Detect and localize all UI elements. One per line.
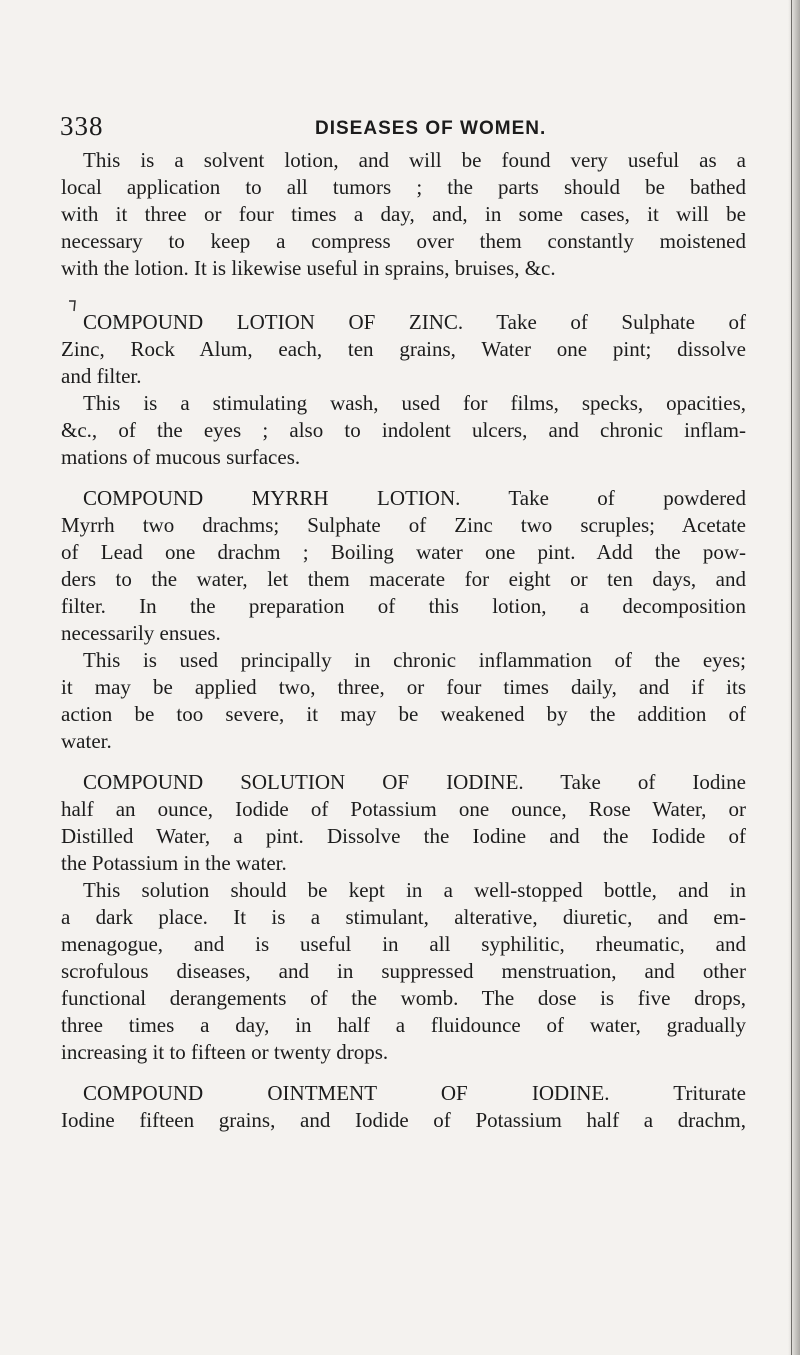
- text-line: with the lotion. It is likewise useful in sprains, bruises, &c.: [61, 256, 556, 280]
- text-line: mations of mucous surfaces.: [61, 445, 301, 469]
- text-line: filter. In the preparation of this lotion, a decomposition: [61, 594, 746, 618]
- text-line: half an ounce, Iodide of Potassium one ounce, Rose Water, or: [61, 797, 746, 821]
- text-line: three times a day, in half a fluidounce of water, gradually: [61, 1013, 746, 1037]
- page-edge-line: [791, 0, 792, 1355]
- text-line: increasing it to fifteen or twenty drops.: [61, 1040, 389, 1064]
- text-line: COMPOUND LOTION OF ZINC. Take of Sulphate of: [83, 310, 746, 334]
- paragraph: [61, 769, 746, 877]
- text-line: functional derangements of the womb. The dose is five drops,: [61, 986, 746, 1010]
- page-number: 338: [60, 111, 104, 141]
- paragraph: [61, 147, 746, 282]
- paragraph: [61, 647, 746, 755]
- page-edge-shadow: [788, 0, 800, 1355]
- text-line: This is used principally in chronic inflammation of the eyes;: [83, 648, 746, 672]
- text-line: of Lead one drachm ; Boiling water one pint. Add the pow-: [61, 540, 746, 564]
- paragraph: [61, 390, 746, 471]
- text-line: with it three or four times a day, and, in some cases, it will be: [61, 202, 746, 226]
- text-line: necessarily ensues.: [61, 621, 221, 645]
- text-line: it may be applied two, three, or four times daily, and if its: [61, 675, 746, 699]
- text-line: scrofulous diseases, and in suppressed menstruation, and other: [61, 959, 746, 983]
- paragraph: [61, 485, 746, 647]
- text-line: a dark place. It is a stimulant, alterative, diuretic, and em-: [61, 905, 746, 929]
- text-line: &c., of the eyes ; also to indolent ulcers, and chronic inflam-: [61, 418, 746, 442]
- paragraph: [61, 309, 746, 390]
- text-line: Zinc, Rock Alum, each, ten grains, Water one pint; dissolve: [61, 337, 746, 361]
- text-line: This solution should be kept in a well-stopped bottle, and in: [83, 878, 746, 902]
- text-line: the Potassium in the water.: [61, 851, 287, 875]
- text-line: This is a solvent lotion, and will be found very useful as a: [83, 148, 746, 172]
- text-line: This is a stimulating wash, used for films, specks, opacities,: [83, 391, 746, 415]
- text-line: local application to all tumors ; the parts should be bathed: [61, 175, 746, 199]
- paragraph-gap: [61, 755, 746, 769]
- text-line: and filter.: [61, 364, 142, 388]
- text-line: Myrrh two drachms; Sulphate of Zinc two scruples; Acetate: [61, 513, 746, 537]
- paragraph: [61, 1080, 746, 1134]
- text-line: COMPOUND SOLUTION OF IODINE. Take of Iodine: [83, 770, 746, 794]
- text-line: Iodine fifteen grains, and Iodide of Potassium half a drachm,: [61, 1108, 746, 1132]
- paragraph-gap: [61, 471, 746, 485]
- text-line: ders to the water, let them macerate for eight or ten days, and: [61, 567, 746, 591]
- text-line: menagogue, and is useful in all syphilitic, rheumatic, and: [61, 932, 746, 956]
- paragraph: [61, 877, 746, 1066]
- body-text: [61, 147, 746, 1134]
- page-header: [60, 111, 740, 141]
- paragraph-gap: [61, 1066, 746, 1080]
- paragraph-gap: [61, 296, 746, 309]
- text-line: COMPOUND OINTMENT OF IODINE. Triturate: [83, 1081, 746, 1105]
- text-line: Distilled Water, a pint. Dissolve the Iodine and the Iodide of: [61, 824, 746, 848]
- paragraph-gap: [61, 282, 746, 296]
- text-line: water.: [61, 729, 112, 753]
- text-line: action be too severe, it may be weakened by the addition of: [61, 702, 746, 726]
- text-line: COMPOUND MYRRH LOTION. Take of powdered: [83, 486, 746, 510]
- running-title: DISEASES OF WOMEN.: [315, 118, 547, 139]
- text-line: necessary to keep a compress over them constantly moistened: [61, 229, 746, 253]
